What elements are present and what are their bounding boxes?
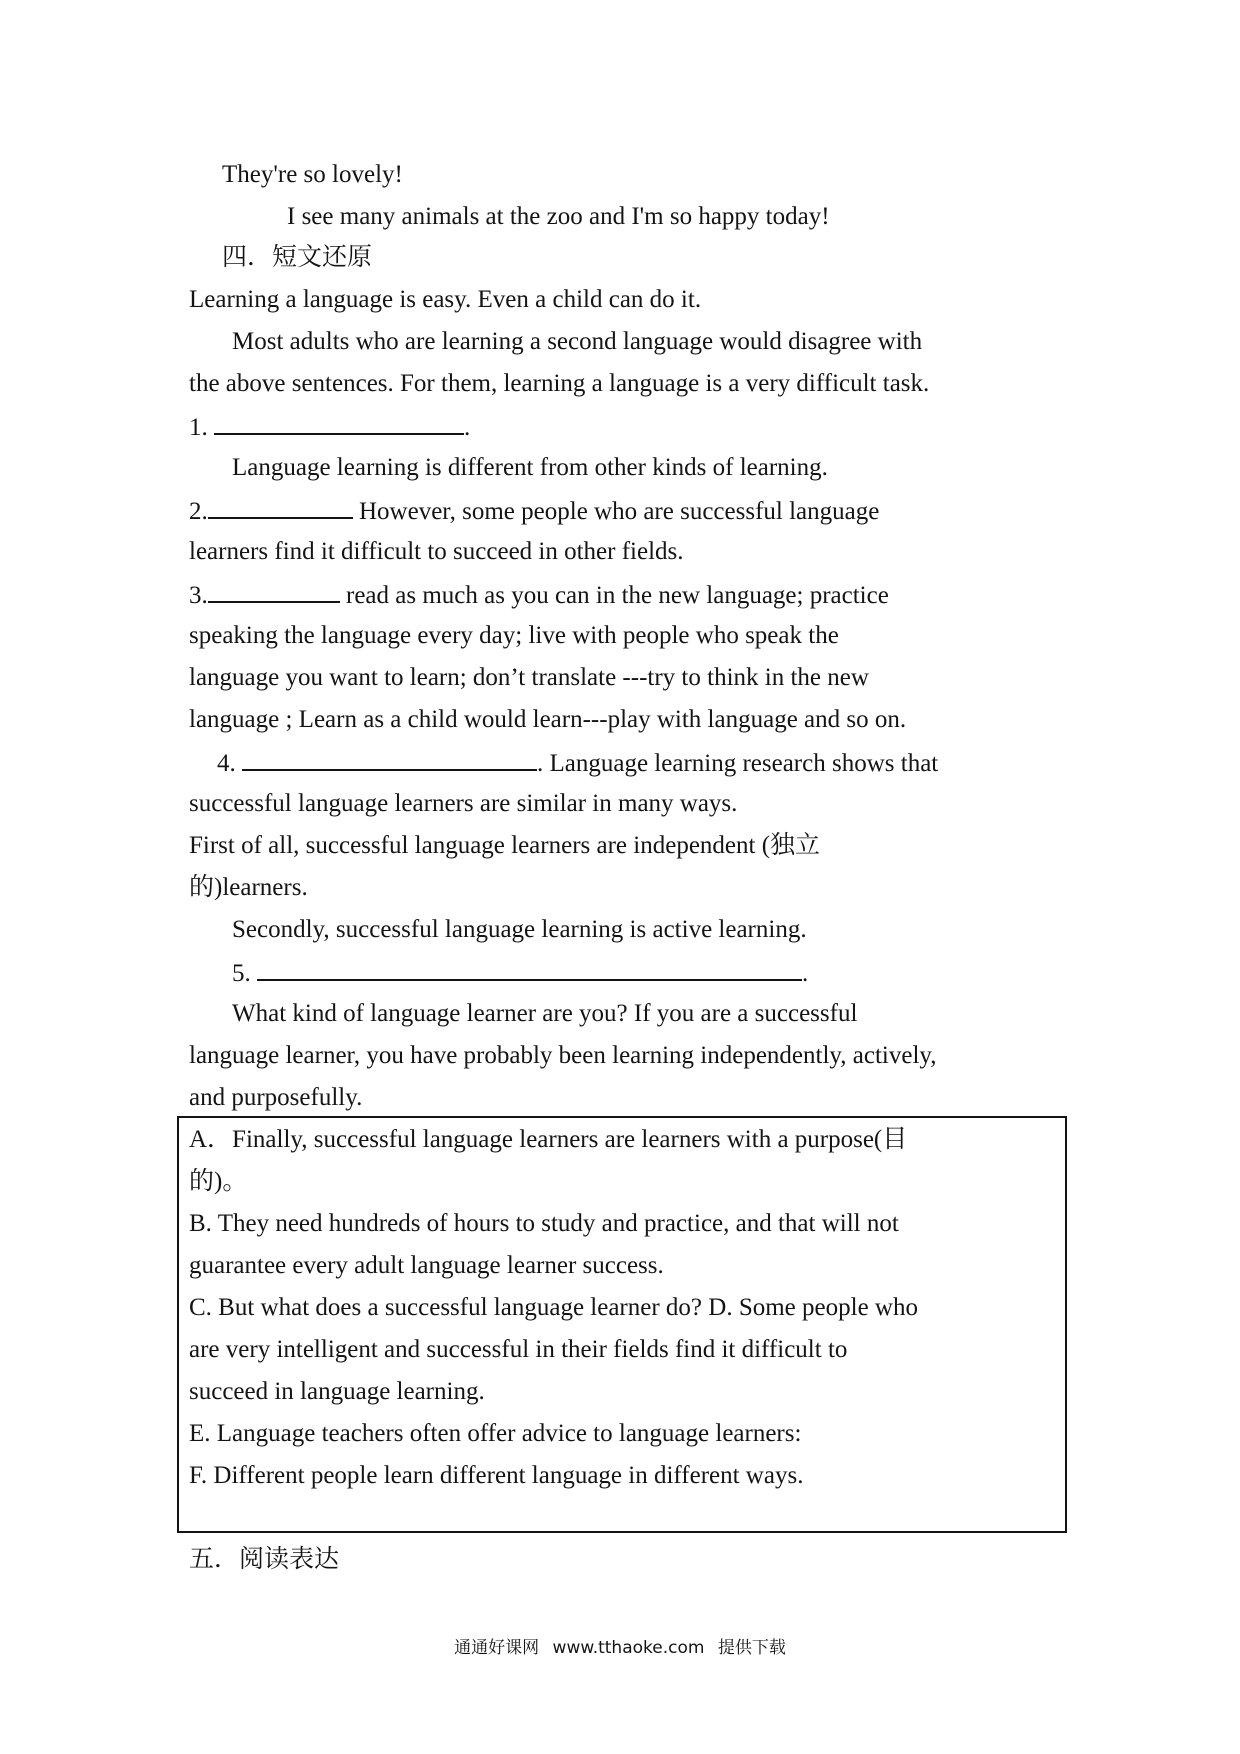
- footer-note: 提供下载: [717, 1638, 786, 1658]
- paragraph-line: language you want to learn; don’t translate ---try to think in the new: [189, 664, 869, 691]
- question-number: 1.: [189, 414, 214, 441]
- answer-blank[interactable]: [214, 411, 464, 435]
- text-line: They're so lovely!: [222, 161, 403, 188]
- paragraph-line: What kind of language learner are you? If you are a successful: [232, 1000, 858, 1027]
- section-heading: 五．阅读表达: [189, 1546, 340, 1573]
- paragraph-line: Secondly, successful language learning is active learning.: [232, 916, 807, 943]
- text-line: I see many animals at the zoo and I'm so happy today!: [287, 203, 830, 230]
- option-b-cont: guarantee every adult language learner success.: [189, 1252, 664, 1279]
- question-5: [232, 957, 808, 989]
- option-d-cont: are very intelligent and successful in their fields find it difficult to: [189, 1336, 848, 1363]
- question-3: [189, 579, 889, 611]
- answer-blank[interactable]: [208, 579, 340, 603]
- paragraph-line: successful language learners are similar in many ways.: [189, 790, 738, 817]
- option-a: A．Finally, successful language learners are learners with a purpose(目: [189, 1126, 908, 1153]
- answer-blank[interactable]: [208, 495, 353, 519]
- punctuation: .: [464, 414, 471, 441]
- answer-blank[interactable]: [257, 957, 802, 981]
- question-number: 4.: [217, 750, 242, 777]
- question-number: 5.: [232, 960, 257, 987]
- question-text: read as much as you can in the new language; practice: [339, 582, 889, 609]
- question-1: [189, 411, 470, 443]
- question-text: However, some people who are successful language: [352, 498, 880, 525]
- paragraph-line: language learner, you have probably been learning independently, actively,: [189, 1042, 937, 1069]
- page-footer: [0, 1637, 1240, 1659]
- footer-url[interactable]: www.tthaoke.com: [552, 1638, 705, 1658]
- paragraph-line: Most adults who are learning a second language would disagree with: [232, 328, 923, 355]
- paragraph-line: language ; Learn as a child would learn---play with language and so on.: [189, 706, 907, 733]
- paragraph-line: 的)learners.: [189, 874, 308, 901]
- question-number: 2.: [189, 498, 208, 525]
- paragraph-line: First of all, successful language learners are independent (独立: [189, 832, 821, 859]
- footer-site-name: 通通好课网: [454, 1638, 540, 1658]
- paragraph-line: and purposefully.: [189, 1084, 363, 1111]
- option-a-cont: 的)。: [189, 1168, 248, 1195]
- option-f: F. Different people learn different language in different ways.: [189, 1462, 804, 1489]
- question-text: . Language learning research shows that: [537, 750, 939, 777]
- paragraph-line: learners find it difficult to succeed in other fields.: [189, 538, 684, 565]
- paragraph-line: Learning a language is easy. Even a child can do it.: [189, 286, 702, 313]
- option-b: B. They need hundreds of hours to study and practice, and that will not: [189, 1210, 899, 1237]
- question-4: [217, 747, 938, 779]
- option-d-cont: succeed in language learning.: [189, 1378, 485, 1405]
- option-e: E. Language teachers often offer advice to language learners:: [189, 1420, 802, 1447]
- paragraph-line: the above sentences. For them, learning a language is a very difficult task.: [189, 370, 930, 397]
- question-2: [189, 495, 879, 527]
- paragraph-line: speaking the language every day; live with people who speak the: [189, 622, 839, 649]
- answer-blank[interactable]: [242, 747, 537, 771]
- option-c-d: C. But what does a successful language learner do? D. Some people who: [189, 1294, 918, 1321]
- question-number: 3.: [189, 582, 208, 609]
- punctuation: .: [802, 960, 809, 987]
- paragraph-line: Language learning is different from other kinds of learning.: [232, 454, 828, 481]
- section-heading: 四．短文还原: [222, 244, 373, 271]
